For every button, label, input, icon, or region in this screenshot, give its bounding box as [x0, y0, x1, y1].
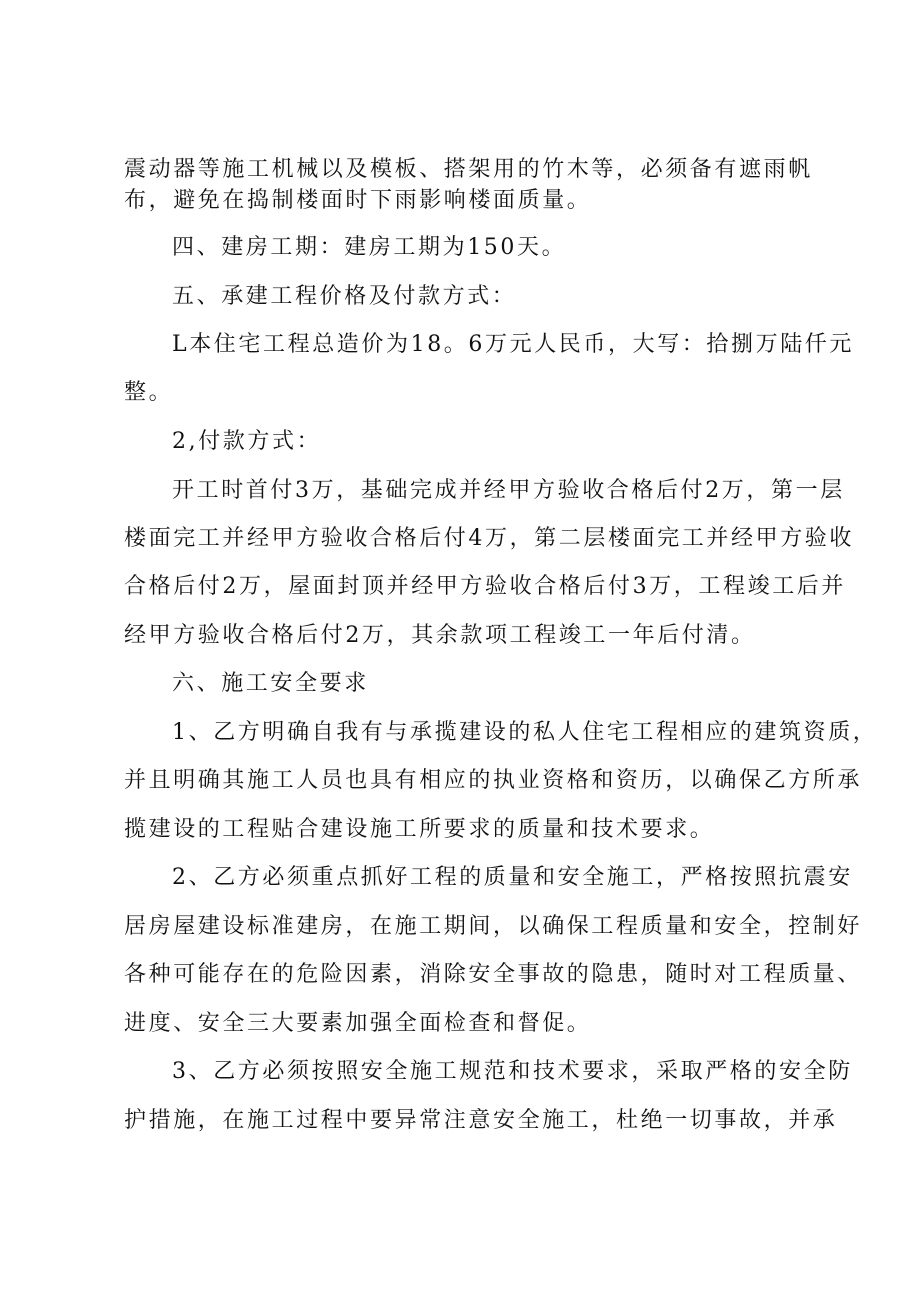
text-line: 2,付款方式：: [172, 429, 322, 454]
text-line: 居房屋建设标准建房，在施工期间，以确保工程质量和安全，控制好: [124, 914, 863, 939]
text-line: 整。: [124, 380, 174, 405]
section-heading: 六、施工安全要求: [172, 671, 369, 696]
text-line: 并且明确其施工人员也具有相应的执业资格和资历，以确保乙方所承: [124, 768, 863, 793]
text-line: 各种可能存在的危险因素，消除安全事故的隐患，随时对工程质量、: [124, 962, 863, 987]
section-heading: 四、建房工期：建房工期为150天。: [172, 235, 567, 260]
text-line: L本住宅工程总造价为18。6万元人民币，大写：拾捌万陆仟元: [172, 332, 855, 357]
text-line: 2、乙方必须重点抓好工程的质量和安全施工，严格按照抗震安: [172, 865, 853, 890]
text-line: 楼面完工并经甲方验收合格后付4万，第二层楼面完工并经甲方验收: [124, 526, 854, 551]
text-line: 3、乙方必须按照安全施工规范和技术要求，采取严格的安全防: [172, 1059, 853, 1084]
text-line: 揽建设的工程贴合建设施工所要求的质量和技术要求。: [124, 817, 715, 842]
text-line: 震动器等施工机械以及模板、搭架用的竹木等，必须备有遮雨帆: [124, 157, 813, 182]
section-heading: 五、承建工程价格及付款方式：: [172, 284, 517, 309]
text-line: 进度、安全三大要素加强全面检查和督促。: [124, 1011, 592, 1036]
text-line: 布，避免在捣制楼面时下雨影响楼面质量。: [124, 188, 592, 213]
text-line: 开工时首付3万，基础完成并经甲方验收合格后付2万，第一层: [172, 478, 845, 503]
text-line: 合格后付2万，屋面封顶并经甲方验收合格后付3万，工程竣工后并: [124, 574, 846, 599]
text-line: 经甲方验收合格后付2万，其余款项工程竣工一年后付清。: [124, 623, 756, 648]
text-line: 护措施，在施工过程中要异常注意安全施工，杜绝一切事故，并承: [124, 1108, 838, 1133]
text-line: 1、乙方明确自我有与承揽建设的私人住宅工程相应的建筑资质，: [172, 720, 878, 745]
